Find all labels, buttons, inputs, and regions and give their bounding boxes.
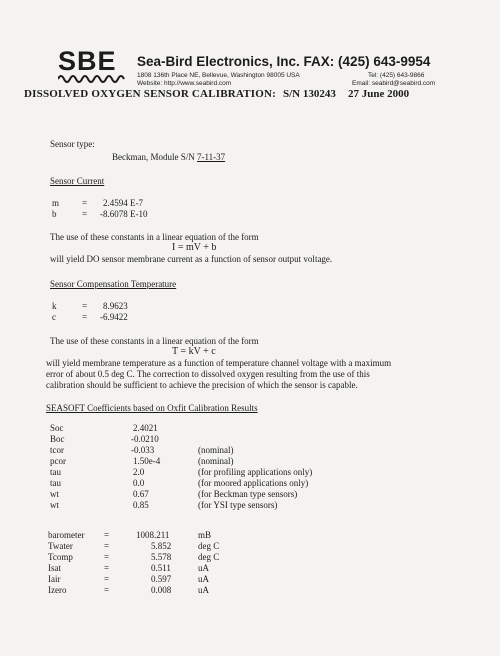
measurement-equals: = <box>104 574 110 584</box>
coef-name: tcor <box>50 445 64 455</box>
measurement-unit: deg C <box>198 552 220 562</box>
coef-value: 0.0 <box>133 478 145 488</box>
calibration-date: 27 June 2000 <box>348 88 410 100</box>
compensation-text-line2: error of about 0.5 deg C. The correction to dissolved oxygen resulting from the use of this <box>46 369 370 379</box>
coef-value: -0.0210 <box>131 434 159 444</box>
measurement-equals: = <box>104 585 110 595</box>
measurement-unit: mB <box>198 530 212 540</box>
coef-note: (for profiling applications only) <box>198 467 313 477</box>
b-equals: = <box>82 209 88 219</box>
company-name: Sea-Bird Electronics, Inc. FAX: (425) 643-9954 <box>137 54 431 69</box>
coef-name: pcor <box>50 456 66 466</box>
company-website: Website: http://www.seabird.com <box>137 80 232 87</box>
measurement-unit: uA <box>198 585 209 595</box>
company-address: 1808 136th Place NE, Bellevue, Washington 98005 USA <box>137 72 300 79</box>
measurement-unit: uA <box>198 574 209 584</box>
k-value: 8.9623 <box>103 301 128 311</box>
measurement-name: Tcomp <box>48 552 73 562</box>
measurement-unit: uA <box>198 563 209 573</box>
sbe-logo: SBE <box>58 46 117 76</box>
company-telephone: Tel: (425) 643-9866 <box>368 72 425 79</box>
compensation-heading: Sensor Compensation Temperature <box>50 279 177 289</box>
wave-logo-icon <box>58 73 126 83</box>
current-equation: I = mV + b <box>172 242 217 253</box>
seasoft-heading: SEASOFT Coefficients based on Oxfit Calibration Results <box>46 403 258 413</box>
measurement-name: Iair <box>48 574 61 584</box>
sensor-type-value <box>112 152 225 162</box>
measurement-name: Isat <box>48 563 61 573</box>
coef-note: (for moored applications only) <box>198 478 309 488</box>
coef-note: (nominal) <box>198 456 234 466</box>
m-label: m <box>52 198 60 208</box>
module-serial: 7-11-37 <box>197 152 226 162</box>
coef-name: tau <box>50 467 61 477</box>
measurement-name: barometer <box>48 530 85 540</box>
compensation-intro-text: The use of these constants in a linear equation of the form <box>50 336 259 346</box>
measurement-value: 5.578 <box>151 552 172 562</box>
current-intro-text: The use of these constants in a linear equation of the form <box>50 232 259 242</box>
coef-name: wt <box>50 489 59 499</box>
measurement-equals: = <box>104 563 110 573</box>
measurement-value: 0.511 <box>151 563 171 573</box>
measurement-equals: = <box>104 552 110 562</box>
coef-note: (for YSI type sensors) <box>198 500 278 510</box>
measurement-name: Izero <box>48 585 67 595</box>
c-value: -6.9422 <box>100 312 128 322</box>
coef-value: -0.033 <box>131 445 155 455</box>
compensation-text-line3: calibration should be sufficient to achieve the precision of which the sensor is capable. <box>46 380 358 390</box>
k-equals: = <box>82 301 88 311</box>
k-label: k <box>52 301 57 311</box>
coef-value: 0.67 <box>133 489 149 499</box>
sensor-current-heading: Sensor Current <box>50 176 105 186</box>
measurement-unit: deg C <box>198 541 220 551</box>
measurement-name: Twater <box>48 541 73 551</box>
compensation-text-line1: will yield membrane temperature as a function of temperature channel voltage with a maximum <box>46 358 392 368</box>
company-email: Email: seabird@seabird.com <box>352 80 436 87</box>
coef-note: (nominal) <box>198 445 234 455</box>
sensor-type-label: Sensor type: <box>50 139 95 149</box>
coef-name: wt <box>50 500 59 510</box>
c-equals: = <box>82 312 88 322</box>
coef-value: 1.50e-4 <box>133 456 161 466</box>
sensor-model: Beckman, Module S/N <box>112 152 195 162</box>
compensation-equation: T = kV + c <box>172 346 216 357</box>
document-title: DISSOLVED OXYGEN SENSOR CALIBRATION: <box>24 88 277 100</box>
coef-value: 2.4021 <box>133 423 158 433</box>
m-equals: = <box>82 198 88 208</box>
coef-name: Boc <box>50 434 65 444</box>
measurement-value: 1008.211 <box>136 530 170 540</box>
b-label: b <box>52 209 57 219</box>
coef-value: 2.0 <box>133 467 145 477</box>
coef-name: tau <box>50 478 61 488</box>
measurement-equals: = <box>104 541 110 551</box>
coef-note: (for Beckman type sensors) <box>198 489 298 499</box>
serial-number: S/N 130243 <box>283 88 336 100</box>
measurement-value: 0.008 <box>151 585 172 595</box>
m-value: 2.4594 E-7 <box>103 198 143 208</box>
measurement-value: 0.597 <box>151 574 172 584</box>
current-outro-text: will yield DO sensor membrane current as a function of sensor output voltage. <box>50 254 333 264</box>
b-value: -8.6078 E-10 <box>100 209 148 219</box>
coef-name: Soc <box>50 423 64 433</box>
c-label: c <box>52 312 56 322</box>
measurement-equals: = <box>104 530 110 540</box>
measurement-value: 5.852 <box>151 541 172 551</box>
coef-value: 0.85 <box>133 500 149 510</box>
